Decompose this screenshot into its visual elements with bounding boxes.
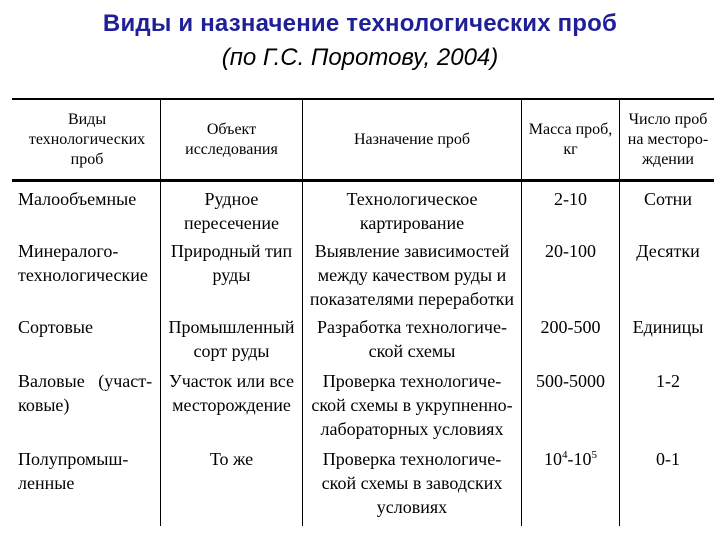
cell-line: Рудное: [204, 189, 259, 209]
header-kind: [14, 102, 160, 178]
cell-line: Валовые (участ-: [18, 371, 153, 391]
row-1-count: [620, 187, 716, 211]
cell-line: Полупромыш-: [18, 449, 129, 469]
header-bottom-border: [12, 179, 714, 182]
row-4-count: [620, 369, 716, 393]
header-purpose: [303, 102, 521, 178]
row-3-count: [620, 315, 716, 339]
header-mass: [522, 102, 619, 178]
cell-line: картирование: [359, 213, 465, 233]
header-mass-line: кг: [563, 141, 578, 158]
mass-range-value: [544, 447, 597, 471]
cell-line: Разработка технологиче-: [317, 317, 507, 337]
row-4-purpose: [303, 369, 521, 441]
row-3-object: [161, 315, 302, 363]
row-3-mass: [522, 315, 619, 339]
header-purpose-line: Назначение проб: [353, 131, 471, 148]
cell-line: 20-100: [545, 241, 596, 261]
header-count-line: Число проб: [628, 111, 708, 128]
mass-base: 10: [544, 449, 562, 469]
row-5-mass: [522, 447, 619, 471]
mass-exponent: 5: [591, 449, 597, 461]
cell-line: 500-5000: [536, 371, 605, 391]
cell-line: Промышленный: [168, 317, 295, 337]
cell-line: 200-500: [540, 317, 601, 337]
cell-line: сорт руды: [193, 341, 270, 361]
row-3-kind: [18, 315, 160, 339]
cell-line: Единицы: [632, 317, 704, 337]
row-4-mass: [522, 369, 619, 393]
row-3-purpose: [303, 315, 521, 363]
cell-line: пересечение: [183, 213, 280, 233]
cell-line: технологические: [18, 265, 148, 285]
row-5-object: [161, 447, 302, 471]
header-object: [161, 102, 302, 178]
header-count: [620, 102, 716, 178]
cell-line: Десятки: [636, 241, 700, 261]
cell-line: Сотни: [644, 189, 692, 209]
header-object-line: исследования: [185, 141, 278, 158]
row-1-object: [161, 187, 302, 235]
row-1-kind: [18, 187, 160, 211]
mass-base: 10: [573, 449, 592, 469]
slide-subtitle: (по Г.С. Поротову, 2004): [221, 44, 499, 71]
cell-line: 2-10: [554, 189, 587, 209]
mass-exponent: 4: [562, 449, 568, 461]
row-2-object: [161, 239, 302, 287]
cell-line: ской схемы в укрупненно-: [311, 395, 513, 415]
row-2-mass: [522, 239, 619, 263]
header-kind-line: технологических: [28, 131, 146, 148]
cell-line: Участок или все: [169, 371, 294, 391]
cell-line: Проверка технологиче-: [322, 449, 502, 469]
cell-line: руды: [212, 265, 251, 285]
row-1-purpose: [303, 187, 521, 235]
cell-line: ковые): [18, 395, 70, 415]
header-mass-line: Масса проб,: [528, 121, 613, 138]
header-count-line: на месторо-: [627, 131, 709, 148]
table-top-border: [12, 98, 714, 100]
row-2-count: [620, 239, 716, 263]
header-kind-line: Виды: [67, 111, 107, 128]
cell-line: Минералого-: [18, 241, 119, 261]
row-5-count: [620, 447, 716, 471]
cell-line: 0-1: [656, 449, 680, 469]
cell-line: Технологическое: [346, 189, 478, 209]
slide-title: Виды и назначение технологических проб: [102, 10, 618, 37]
row-4-kind: [18, 369, 160, 417]
row-1-mass: [522, 187, 619, 211]
cell-line: Малообъемные: [18, 189, 137, 209]
cell-line: Проверка технологиче-: [322, 371, 502, 391]
cell-line: между качеством руды и: [317, 265, 507, 285]
row-2-kind: [18, 239, 160, 287]
cell-line: лабораторных условиях: [320, 419, 504, 439]
cell-line: условиях: [376, 497, 448, 517]
cell-line: ской схемы: [368, 341, 456, 361]
row-5-purpose: [303, 447, 521, 519]
header-kind-line: проб: [70, 151, 104, 168]
cell-line: показателями переработки: [309, 289, 515, 309]
cell-line: То же: [209, 449, 254, 469]
cell-line: Выявление зависимостей: [314, 241, 510, 261]
cell-line: ленные: [18, 473, 75, 493]
header-object-line: Объект: [206, 121, 257, 138]
cell-line: месторождение: [172, 395, 291, 415]
mass-separator: -: [567, 449, 574, 469]
row-2-purpose: [303, 239, 521, 311]
cell-line: Сортовые: [18, 317, 93, 337]
row-5-kind: [18, 447, 160, 495]
cell-line: 1-2: [656, 371, 680, 391]
row-4-object: [161, 369, 302, 417]
cell-line: Природный тип: [170, 241, 293, 261]
header-count-line: ждении: [642, 151, 694, 168]
cell-line: ской схемы в заводских: [321, 473, 503, 493]
